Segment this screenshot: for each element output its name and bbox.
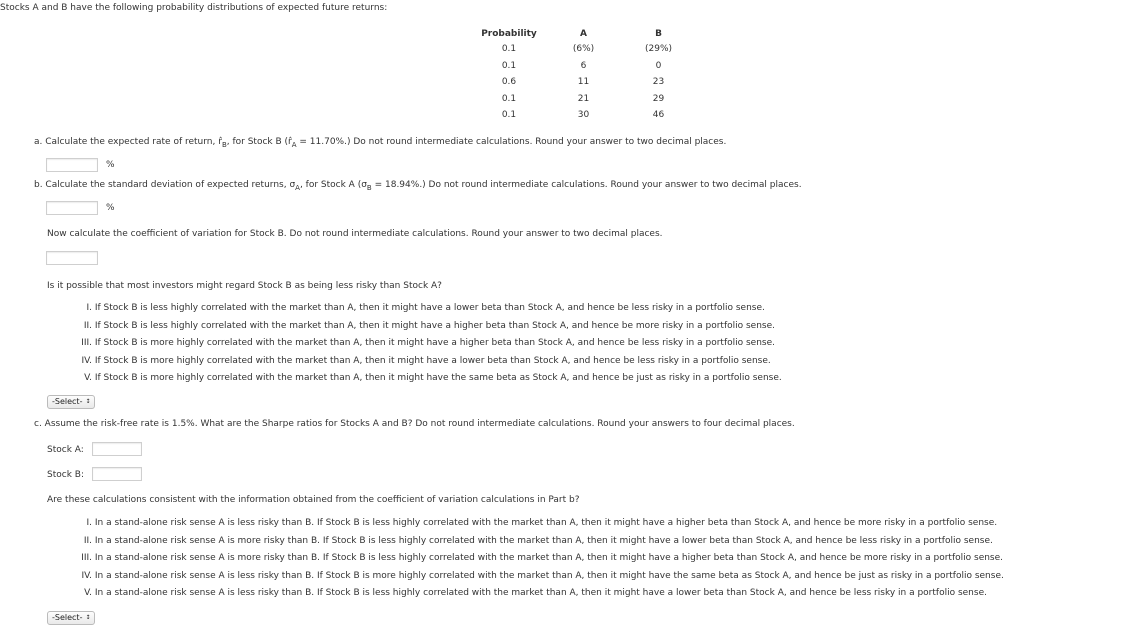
cell-probability: 0.1 [501, 93, 517, 104]
stock-b-label: Stock B: [47, 470, 84, 480]
part-c-consistency-question: Are these calculations consistent with the information obtained from the coefficient of variation calculations in Part b? [47, 495, 580, 505]
cell-b: 23 [652, 77, 665, 88]
table-row [477, 107, 691, 124]
stock-a-label: Stock A: [47, 445, 84, 455]
cell-probability: 0.1 [501, 60, 517, 71]
cell-probability: 0.1 [501, 44, 517, 55]
header-b: B [655, 29, 662, 39]
distribution-table [477, 27, 691, 124]
list-item: IV. In a stand-alone risk sense A is less risky than B. If Stock B is more highly correlated with the market than A, then it might have the same beta as Stock A, and hence be just as risky in a portfolio sense. [81, 570, 1004, 581]
part-b-risk-question: Is it possible that most investors might regard Stock B as being less risky than Stock A? [47, 281, 442, 291]
table-row [477, 58, 691, 75]
std-dev-a-input[interactable] [46, 201, 98, 215]
cell-probability: 0.1 [501, 110, 517, 121]
part-a-question: a. Calculate the expected rate of return, $r̂_B$, for Stock B $(r̂_A = 11.70\%.)$ Do not round intermediate calculations. Round your answer to two decimal places. [34, 137, 727, 149]
list-item: IV. If Stock B is more highly correlated with the market than A, then it might have a lower beta than Stock A, and hence be less risky in a portfolio sense. [81, 355, 771, 366]
cell-b: 29 [652, 93, 665, 104]
cell-b: (29%) [644, 44, 673, 55]
list-item: I. In a stand-alone risk sense A is less risky than B. If Stock B is less highly correlated with the market than A, then it might have a higher beta than Stock A, and hence be more risky in a portfolio sense. [86, 518, 998, 528]
part-c-question: c. Assume the risk-free rate is 1.5%. What are the Sharpe ratios for Stocks A and B? Do not round intermediate calculations. Round your answers to four decimal places. [34, 419, 795, 429]
list-item: III. If Stock B is more highly correlated with the market than A, then it might have a higher beta than Stock A, and hence be less risky in a portfolio sense. [81, 338, 776, 348]
chevron-updown-icon: ↕ [85, 398, 91, 405]
coefficient-variation-input[interactable] [46, 251, 98, 265]
part-c-option-list [70, 518, 1004, 606]
table-row [477, 91, 691, 108]
cell-a: 6 [580, 60, 587, 71]
percent-unit: % [106, 160, 115, 170]
part-b-question: b. Calculate the standard deviation of expected returns, $\sigma_A$, for Stock A $(\sigma_B = 18.94\%.)$ Do not round intermediate calculations. Round your answer to two decimal places. [34, 180, 802, 192]
header-a: A [580, 29, 587, 39]
header-probability: Probability [481, 29, 537, 39]
list-item: I. If Stock B is less highly correlated with the market than A, then it might have a lower beta than Stock A, and hence be less risky in a portfolio sense. [86, 303, 765, 313]
chevron-updown-icon: ↕ [85, 614, 91, 621]
table-header-row [477, 27, 691, 41]
list-item: II. In a stand-alone risk sense A is more risky than B. If Stock B is less highly correlated with the market than A, then it might have a lower beta than Stock A, and hence be less risky in a portfolio sense. [83, 535, 993, 546]
cell-b: 0 [655, 60, 662, 71]
sharpe-ratio-b-input[interactable] [92, 467, 142, 481]
cell-a: 11 [577, 77, 590, 88]
r-hat-symbol: r̂ [218, 137, 222, 147]
percent-unit: % [106, 203, 115, 213]
table-row [477, 41, 691, 58]
part-b-option-list [70, 303, 782, 391]
r-hat-symbol-a: r̂ [288, 137, 292, 147]
list-item: III. In a stand-alone risk sense A is more risky than B. If Stock B is less highly correlated with the market than A, then it might have a higher beta than Stock A, and hence be more risky in a portfolio sense. [81, 553, 1004, 563]
intro-text: Stocks A and B have the following probability distributions of expected future returns: [0, 3, 388, 13]
part-c-select-dropdown[interactable]: -Select- ↕ [47, 611, 95, 625]
list-item: V. If Stock B is more highly correlated with the market than A, then it might have the same beta as Stock A, and hence be just as risky in a portfolio sense. [84, 373, 782, 383]
part-b-select-dropdown[interactable]: -Select- ↕ [47, 395, 95, 409]
table-row [477, 74, 691, 91]
cell-b: 46 [652, 110, 665, 121]
expected-return-b-input[interactable] [46, 158, 98, 172]
distribution-table-wrapper [477, 27, 691, 124]
cell-a: 21 [577, 93, 590, 104]
cell-a: 30 [577, 110, 590, 121]
list-item: II. If Stock B is less highly correlated with the market than A, then it might have a higher beta than Stock A, and hence be more risky in a portfolio sense. [83, 320, 776, 331]
coefficient-variation-text: Now calculate the coefficient of variation for Stock B. Do not round intermediate calculations. Round your answer to two decimal places. [47, 229, 663, 239]
cell-probability: 0.6 [501, 77, 517, 88]
cell-a: (6%) [572, 44, 595, 55]
list-item: V. In a stand-alone risk sense A is less risky than B. If Stock B is less highly correlated with the market than A, then it might have a lower beta than Stock A, and hence be less risky in a portfolio sense. [84, 588, 987, 598]
sharpe-ratio-a-input[interactable] [92, 442, 142, 456]
